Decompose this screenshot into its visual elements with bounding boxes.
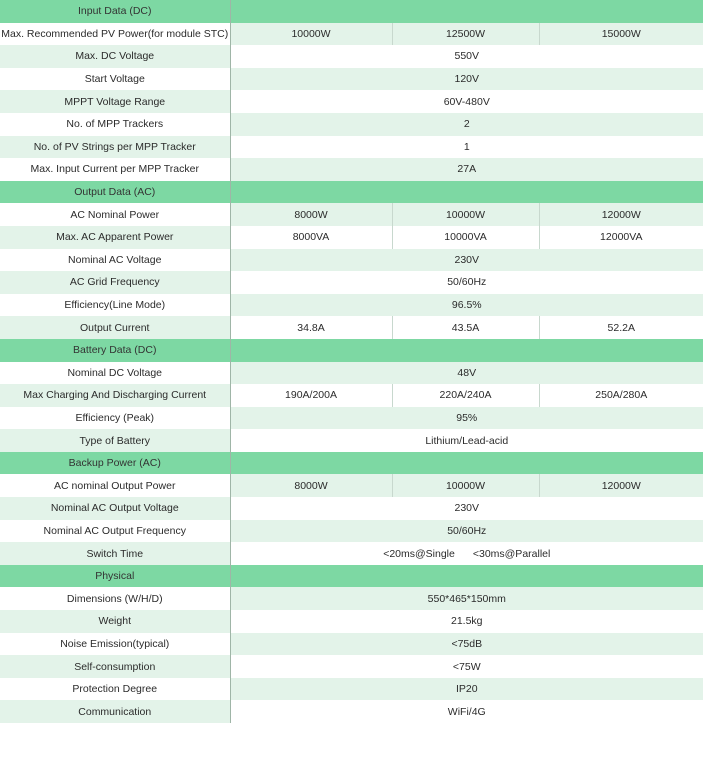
spec-value: 230V [230, 249, 703, 272]
spec-value: 10000W [392, 203, 539, 226]
spec-label: Dimensions (W/H/D) [0, 587, 230, 610]
spec-row [0, 158, 703, 181]
spec-label: Max. Recommended PV Power(for module STC) [0, 23, 230, 46]
spec-row [0, 678, 703, 701]
spec-label: Max. DC Voltage [0, 45, 230, 68]
spec-label: Protection Degree [0, 678, 230, 701]
spec-value: 8000W [230, 474, 392, 497]
spec-value: 50/60Hz [230, 520, 703, 543]
spec-label: Switch Time [0, 542, 230, 565]
spec-row [0, 497, 703, 520]
spec-value: 120V [230, 68, 703, 91]
spec-label: Efficiency(Line Mode) [0, 294, 230, 317]
spec-row [0, 316, 703, 339]
spec-row [0, 249, 703, 272]
spec-value: 21.5kg [230, 610, 703, 633]
spec-label: Noise Emission(typical) [0, 633, 230, 656]
spec-label: Max. AC Apparent Power [0, 226, 230, 249]
section-header-row [0, 452, 703, 475]
spec-value: 95% [230, 407, 703, 430]
spec-value: 250A/280A [539, 384, 703, 407]
spec-value: <75dB [230, 633, 703, 656]
spec-row [0, 226, 703, 249]
section-filler [230, 339, 703, 362]
section-filler [230, 565, 703, 588]
spec-row [0, 203, 703, 226]
spec-value: 15000W [539, 23, 703, 46]
spec-label: Max. Input Current per MPP Tracker [0, 158, 230, 181]
spec-label: Nominal AC Voltage [0, 249, 230, 272]
spec-value: 8000VA [230, 226, 392, 249]
spec-row [0, 429, 703, 452]
section-title: Output Data (AC) [0, 181, 230, 204]
spec-value: 1 [230, 136, 703, 159]
spec-label: Efficiency (Peak) [0, 407, 230, 430]
spec-value: 550V [230, 45, 703, 68]
spec-value: 550*465*150mm [230, 587, 703, 610]
spec-value: 230V [230, 497, 703, 520]
section-header-row [0, 339, 703, 362]
spec-value: 96.5% [230, 294, 703, 317]
spec-value: <75W [230, 655, 703, 678]
spec-value: 34.8A [230, 316, 392, 339]
spec-value: 2 [230, 113, 703, 136]
spec-label: Communication [0, 700, 230, 723]
spec-value: Lithium/Lead-acid [230, 429, 703, 452]
section-header-row [0, 181, 703, 204]
spec-label: AC Nominal Power [0, 203, 230, 226]
spec-row [0, 542, 703, 565]
spec-row [0, 610, 703, 633]
spec-label: Nominal AC Output Voltage [0, 497, 230, 520]
spec-value: 27A [230, 158, 703, 181]
spec-value: 190A/200A [230, 384, 392, 407]
spec-label: Nominal AC Output Frequency [0, 520, 230, 543]
spec-label: Max Charging And Discharging Current [0, 384, 230, 407]
spec-row [0, 90, 703, 113]
spec-label: Type of Battery [0, 429, 230, 452]
spec-row [0, 271, 703, 294]
spec-value: 43.5A [392, 316, 539, 339]
spec-value: WiFi/4G [230, 700, 703, 723]
spec-row [0, 294, 703, 317]
spec-row [0, 362, 703, 385]
spec-label: Self-consumption [0, 655, 230, 678]
section-header-row [0, 565, 703, 588]
spec-value: 220A/240A [392, 384, 539, 407]
spec-value: 12000VA [539, 226, 703, 249]
spec-row [0, 113, 703, 136]
section-title: Backup Power (AC) [0, 452, 230, 475]
spec-value: 10000W [230, 23, 392, 46]
spec-row [0, 23, 703, 46]
spec-label: Output Current [0, 316, 230, 339]
section-header-row [0, 0, 703, 23]
spec-row [0, 520, 703, 543]
spec-row [0, 655, 703, 678]
spec-value: 50/60Hz [230, 271, 703, 294]
spec-label: Weight [0, 610, 230, 633]
spec-label: Nominal DC Voltage [0, 362, 230, 385]
section-filler [230, 452, 703, 475]
spec-row [0, 474, 703, 497]
spec-value: 12000W [539, 474, 703, 497]
spec-value-part: <30ms@Parallel [472, 547, 551, 560]
spec-label: No. of PV Strings per MPP Tracker [0, 136, 230, 159]
section-filler [230, 0, 703, 23]
spec-label: No. of MPP Trackers [0, 113, 230, 136]
spec-value: 60V-480V [230, 90, 703, 113]
section-filler [230, 181, 703, 204]
spec-value [230, 542, 703, 565]
section-title: Input Data (DC) [0, 0, 230, 23]
spec-row [0, 633, 703, 656]
spec-value-part: <20ms@Single [383, 547, 455, 560]
section-title: Physical [0, 565, 230, 588]
section-title: Battery Data (DC) [0, 339, 230, 362]
spec-row [0, 407, 703, 430]
spec-value: 8000W [230, 203, 392, 226]
spec-row [0, 587, 703, 610]
spec-label: Start Voltage [0, 68, 230, 91]
spec-row [0, 45, 703, 68]
spec-row [0, 68, 703, 91]
spec-value: 10000W [392, 474, 539, 497]
spec-label: AC Grid Frequency [0, 271, 230, 294]
spec-value: 52.2A [539, 316, 703, 339]
spec-value: 12500W [392, 23, 539, 46]
spec-label: MPPT Voltage Range [0, 90, 230, 113]
spec-label: AC nominal Output Power [0, 474, 230, 497]
spec-value: IP20 [230, 678, 703, 701]
spec-row [0, 384, 703, 407]
spec-value: 12000W [539, 203, 703, 226]
spec-row [0, 136, 703, 159]
spec-row [0, 700, 703, 723]
spec-value: 10000VA [392, 226, 539, 249]
spec-value: 48V [230, 362, 703, 385]
